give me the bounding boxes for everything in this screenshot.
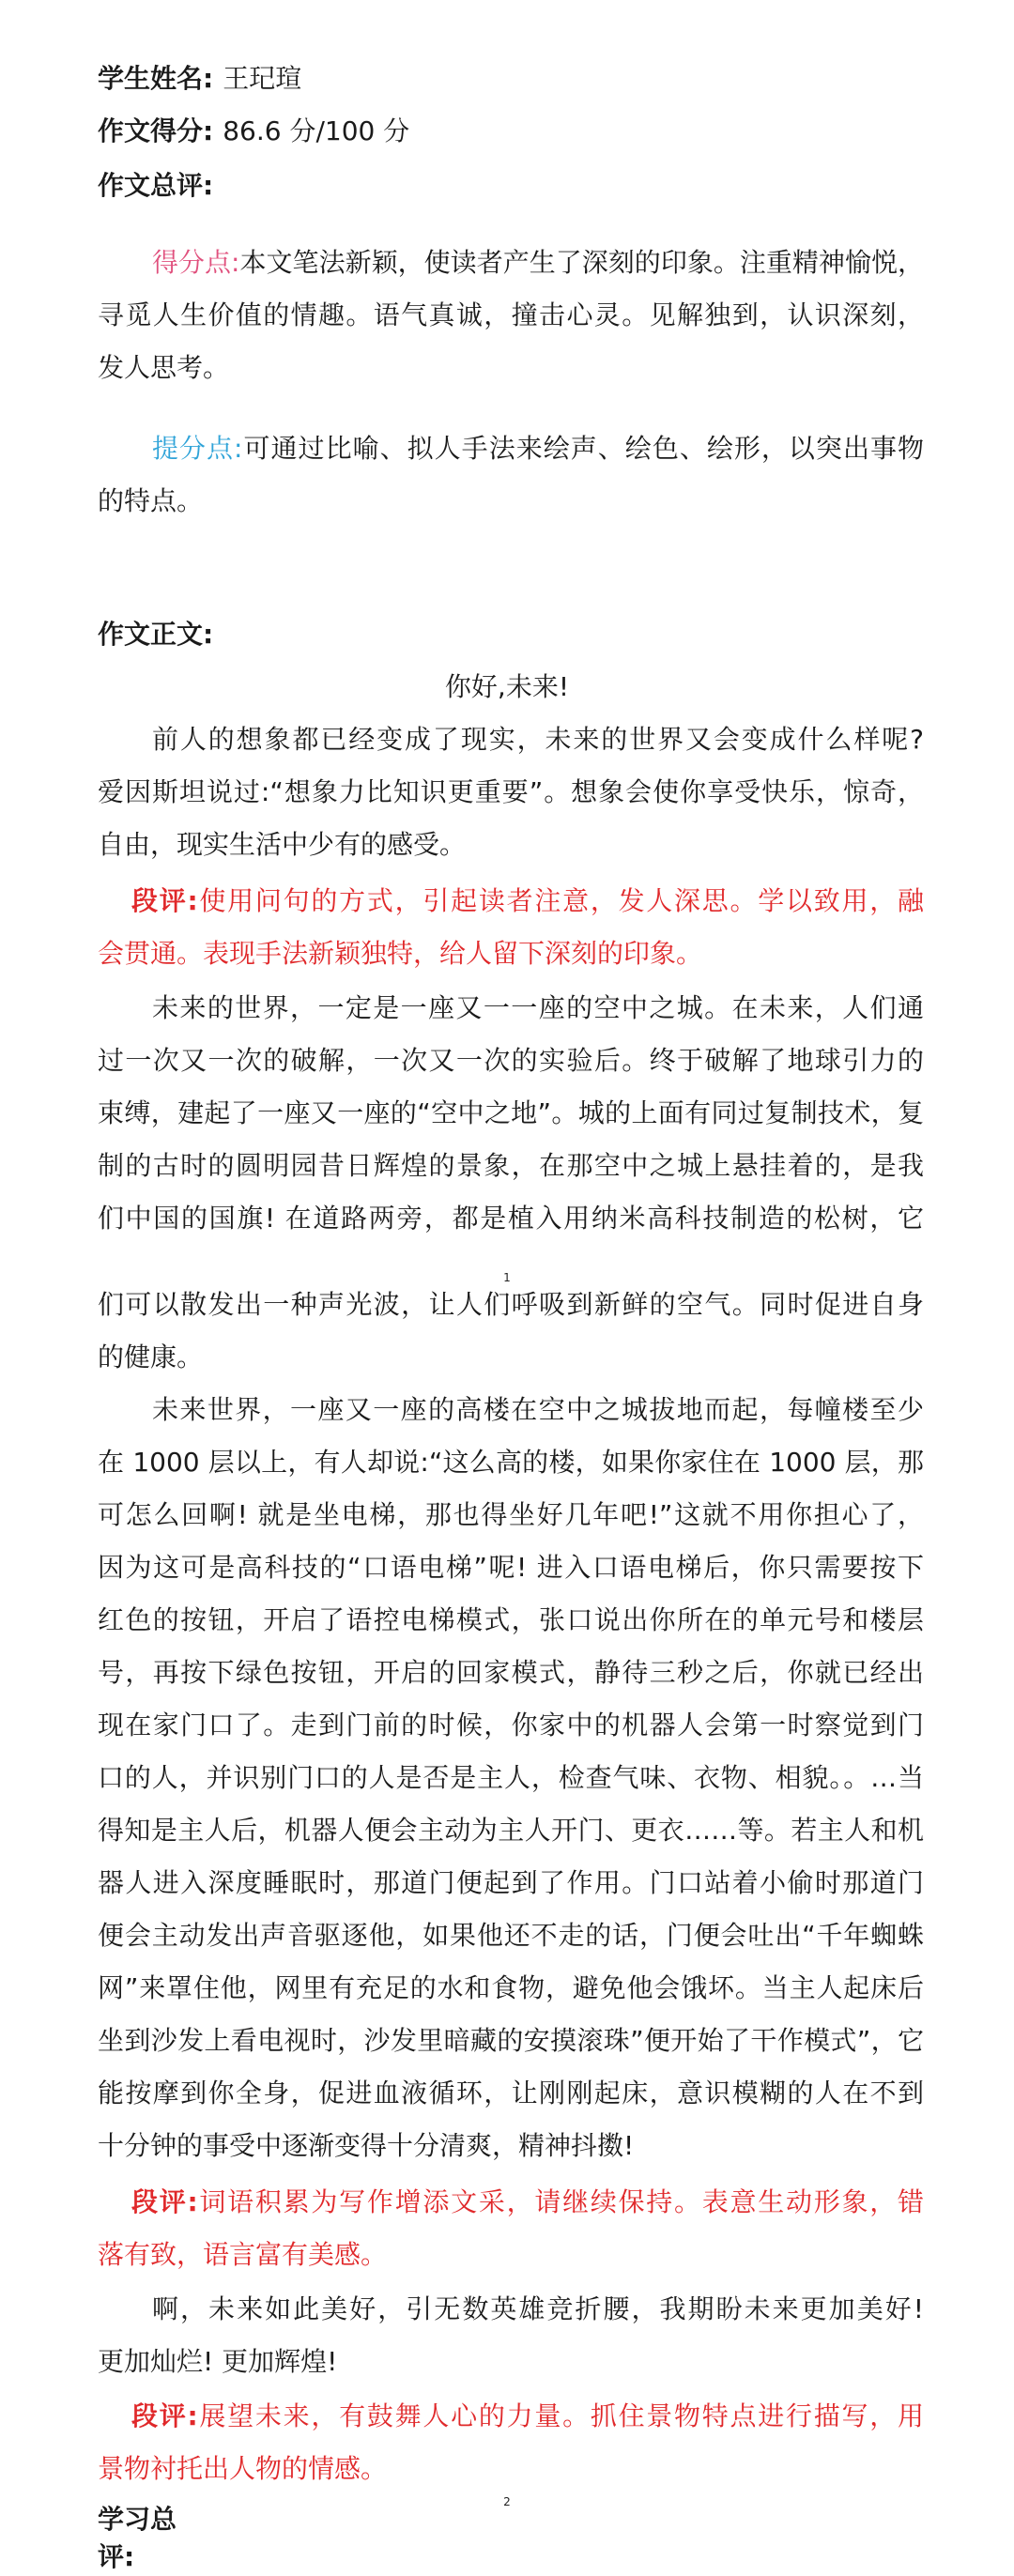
para1-line-2: 爱因斯坦说过:“想象力比知识更重要”。想象会使你享受快乐，惊奇， (98, 776, 924, 807)
para2-cont-line-2: 的健康。 (98, 1342, 204, 1372)
para2-cont-line-1: 们可以散发出一种声光波，让人们呼吸到新鲜的空气。同时促进自身 (98, 1289, 924, 1320)
para3-line-6: 号，再按下绿色按钮，开启的回家模式，静待三秒之后，你就已经出 (98, 1657, 924, 1688)
strengths-label: 得分点: (152, 247, 240, 278)
score-value: 86.6 分/100 分 (223, 115, 410, 146)
para3-line-4: 因为这可是高科技的“口语电梯”呢! 进入口语电梯后，你只需要按下 (98, 1552, 924, 1583)
score-label: 作文得分: (98, 115, 214, 146)
para2-line-4: 制的古时的圆明园昔日辉煌的景象，在那空中之城上悬挂着的，是我 (98, 1150, 924, 1181)
comment1-line-2: 会贯通。表现手法新颖独特，给人留下深刻的印象。 (98, 938, 703, 969)
para3-line-7: 现在家门口了。走到门前的时候，你家中的机器人会第一时察觉到门 (98, 1710, 924, 1740)
comment2-line-1: 段评:词语积累为写作增添文采，请继续保持。表意生动形象，错 (131, 2186, 924, 2217)
para3-line-10: 器人进入深度睡眠时，那道门便起到了作用。门口站着小偷时那道门 (98, 1867, 924, 1898)
comment3-label: 段评: (131, 2400, 198, 2431)
comment2-line-2: 落有致，语言富有美感。 (98, 2239, 388, 2270)
essay-section-label: 作文正文: (98, 619, 214, 650)
student-name-value: 王玘瑄 (223, 63, 302, 94)
strengths-line-1: 得分点:本文笔法新颖，使读者产生了深刻的印象。注重精神愉悦， (152, 247, 924, 278)
para2-line-1: 未来的世界，一定是一座又一一座的空中之城。在未来，人们通 (152, 992, 924, 1023)
comment1-line-1: 段评:使用问句的方式，引起读者注意，发人深思。学以致用，融 (131, 885, 924, 916)
para3-line-8: 口的人，并识别门口的人是否是主人，检查气味、衣物、相貌。。…当 (98, 1762, 924, 1793)
para3-line-14: 能按摩到你全身，促进血液循环，让刚刚起床，意识模糊的人在不到 (98, 2078, 924, 2108)
improve-label: 提分点: (152, 433, 243, 464)
overall-comment-label: 作文总评: (98, 170, 214, 201)
para3-line-13: 坐到沙发上看电视时，沙发里暗藏的安摸滚珠”便开始了干作模式”，它 (98, 2025, 924, 2056)
comment3-line-1: 段评:展望未来，有鼓舞人心的力量。抓住景物特点进行描写，用 (131, 2400, 924, 2431)
comment1-label: 段评: (131, 885, 198, 916)
essay-title: 你好,未来! (444, 671, 570, 702)
para4-line-1: 啊，未来如此美好，引无数英雄竞折腰，我期盼未来更加美好! (152, 2293, 924, 2324)
student-name-row (98, 60, 924, 98)
page-number-1: 1 (503, 1271, 511, 1284)
para1-line-1: 前人的想象都已经变成了现实，未来的世界又会变成什么样呢? (152, 724, 924, 755)
page-number-2: 2 (503, 2495, 511, 2508)
para3-line-11: 便会主动发出声音驱逐他，如果他还不走的话，门便会吐出“千年蜘蛛 (98, 1920, 924, 1951)
para3-line-1: 未来世界，一座又一座的高楼在空中之城拔地而起，每幢楼至少 (152, 1394, 924, 1425)
para2-line-5: 们中国的国旗! 在道路两旁，都是植入用纳米高科技制造的松树，它 (98, 1203, 924, 1234)
improve-line-1: 提分点:可通过比喻、拟人手法来绘声、绘色、绘形，以突出事物 (152, 433, 924, 464)
comment2-label: 段评: (131, 2186, 198, 2217)
student-name-label: 学生姓名: (98, 63, 214, 94)
para3-line-12: 网”来罩住他，网里有充足的水和食物，避免他会饿坏。当主人起床后 (98, 1972, 924, 2003)
next-section-label-cut: 学习总评: (98, 2504, 177, 2572)
strengths-line-2: 寻觅人生价值的情趣。语气真诚，撞击心灵。见解独到，认识深刻， (98, 299, 924, 330)
para2-line-2: 过一次又一次的破解，一次又一次的实验后。终于破解了地球引力的 (98, 1045, 924, 1076)
strengths-line-3: 发人思考。 (98, 352, 230, 383)
para1-line-3: 自由，现实生活中少有的感受。 (98, 829, 467, 860)
para3-line-2: 在 1000 层以上，有人却说:“这么高的楼，如果你家住在 1000 层，那 (98, 1447, 924, 1478)
para4-line-2: 更加灿烂! 更加辉煌! (98, 2346, 338, 2377)
para2-line-3: 束缚，建起了一座又一座的“空中之地”。城的上面有同过复制技术，复 (98, 1097, 924, 1128)
para3-line-15: 十分钟的事受中逐渐变得十分清爽，精神抖擞! (98, 2130, 635, 2161)
improve-line-2: 的特点。 (98, 485, 204, 516)
comment3-line-2: 景物衬托出人物的情感。 (98, 2453, 388, 2484)
para3-line-9: 得知是主人后，机器人便会主动为主人开门、更衣……等。若主人和机 (98, 1815, 924, 1846)
score-row (98, 113, 924, 150)
para3-line-5: 红色的按钮，开启了语控电梯模式，张口说出你所在的单元号和楼层 (98, 1604, 924, 1635)
para3-line-3: 可怎么回啊! 就是坐电梯，那也得坐好几年吧!”这就不用你担心了， (98, 1499, 924, 1530)
